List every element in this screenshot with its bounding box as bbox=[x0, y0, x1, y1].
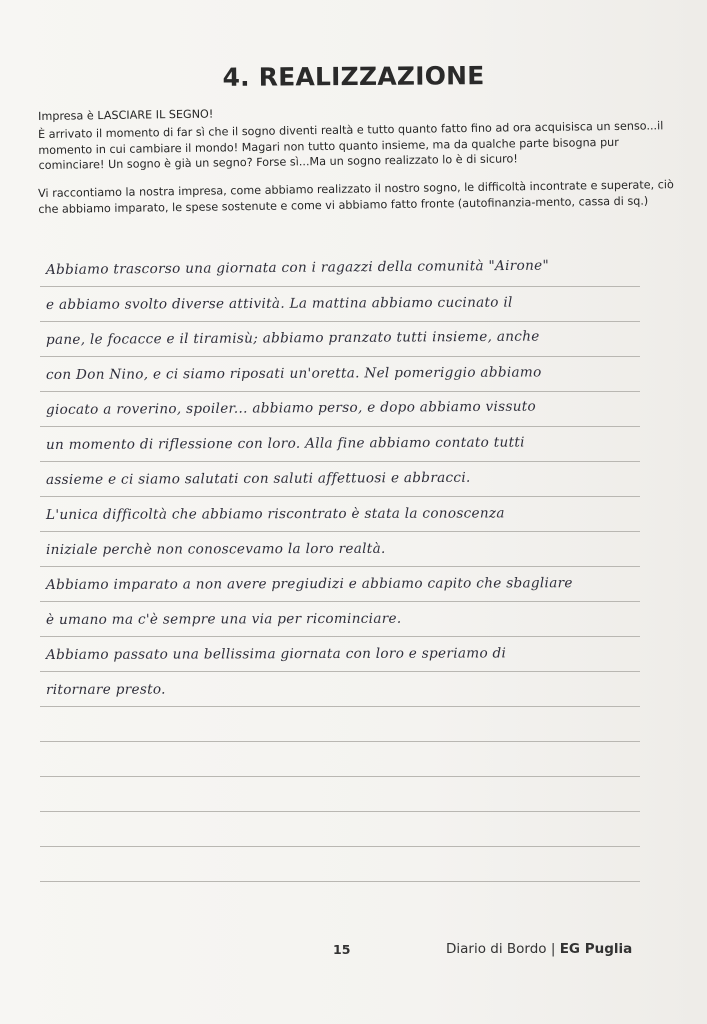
ruled-line bbox=[40, 426, 640, 427]
handwritten-line: Abbiamo trascorso una giornata con i ragazzi della comunità "Airone" bbox=[45, 257, 550, 278]
ruled-line bbox=[40, 531, 640, 532]
handwritten-line: è umano ma c'è sempre una via per ricominciare. bbox=[45, 610, 402, 628]
handwritten-line: Abbiamo imparato a non avere pregiudizi e abbiamo capito che sbagliare bbox=[45, 575, 573, 593]
ruled-line bbox=[40, 671, 640, 672]
ruled-line bbox=[40, 776, 640, 777]
handwritten-area bbox=[40, 250, 640, 910]
footer-separator: | bbox=[550, 941, 556, 957]
footer-brand-prefix: Diario di Bordo bbox=[446, 941, 547, 957]
ruled-line bbox=[40, 706, 640, 707]
ruled-line bbox=[40, 601, 640, 602]
footer-brand-suffix: EG Puglia bbox=[559, 941, 633, 957]
ruled-line bbox=[40, 741, 640, 742]
handwritten-line: L'unica difficoltà che abbiamo riscontrato è stata la conoscenza bbox=[45, 505, 505, 523]
ruled-line bbox=[40, 356, 640, 357]
ruled-line bbox=[40, 566, 640, 567]
handwritten-line: giocato a roverino, spoiler... abbiamo perso, e dopo abbiamo vissuto bbox=[45, 398, 537, 418]
page-number: 15 bbox=[333, 942, 351, 957]
handwritten-line: pane, le focacce e il tiramisù; abbiamo pranzato tutti insieme, anche bbox=[45, 328, 540, 348]
ruled-line bbox=[40, 881, 640, 882]
ruled-line bbox=[40, 321, 640, 322]
handwritten-line: iniziale perchè non conoscevamo la loro realtà. bbox=[45, 540, 386, 558]
handwritten-line: ritornare presto. bbox=[45, 681, 166, 698]
page-title: 4. REALIZZAZIONE bbox=[222, 61, 485, 92]
ruled-line bbox=[40, 811, 640, 812]
ruled-line bbox=[40, 636, 640, 637]
intro-paragraph-2: Vi raccontiamo la nostra impresa, come abbiamo realizzato il nostro sogno, le difficoltà incontrate e superate, ciò che abbiamo imparato, le spese sostenute e come vi abbiamo fatto fronte (autofinanzia-mento, cassa di sq.) bbox=[38, 178, 674, 216]
impresa-line: Impresa è LASCIARE IL SEGNO! bbox=[38, 107, 214, 123]
ruled-line bbox=[40, 461, 640, 462]
ruled-line bbox=[40, 286, 640, 287]
handwritten-line: un momento di riflessione con loro. Alla fine abbiamo contato tutti bbox=[45, 434, 525, 453]
ruled-line bbox=[40, 391, 640, 392]
ruled-line bbox=[40, 496, 640, 497]
handwritten-line: Abbiamo passato una bellissima giornata con loro e speriamo di bbox=[45, 645, 507, 663]
ruled-line bbox=[40, 846, 640, 847]
footer-brand bbox=[446, 941, 632, 957]
handwritten-line: con Don Nino, e ci siamo riposati un'oretta. Nel pomeriggio abbiamo bbox=[45, 364, 542, 383]
handwritten-line: assieme e ci siamo salutati con saluti affettuosi e abbracci. bbox=[45, 469, 471, 488]
handwritten-line: e abbiamo svolto diverse attività. La mattina abbiamo cucinato il bbox=[45, 294, 513, 313]
intro-paragraph-1: È arrivato il momento di far sì che il sogno diventi realtà e tutto quanto fatto fino ad ora acquisisca un senso...il momento in cui cambiare il mondo! Magari non tutto quanto insieme, ma da qualche parte bisogna pur cominciare! Un sogno è già un segno? Forse sì...Ma un sogno realizzato lo è di sicuro! bbox=[38, 119, 664, 172]
